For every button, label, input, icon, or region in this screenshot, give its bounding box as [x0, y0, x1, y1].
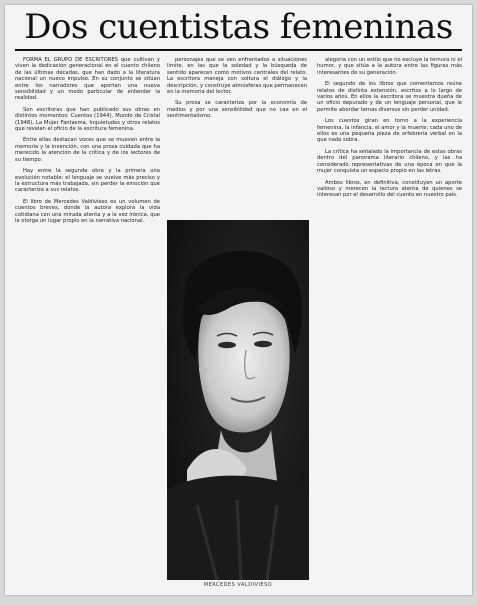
paragraph: Los cuentos giran en torno a la experiencia femenina, la infancia, el amor y la muerte; cada uno de ellos es una pequeña pieza de orfebrería verbal en la que nada sobra. [317, 118, 462, 144]
article-column-right [317, 57, 462, 585]
article-column-left [15, 57, 160, 585]
paragraph: alegoría con un estilo que no excluye la ternura ni el humor, y que sitúa a la autora entre las figuras más interesantes de su generación. [317, 57, 462, 76]
photo-caption: MERCEDES VALDIVIESO [203, 582, 273, 588]
paragraph: El segundo de los libros que comentamos reúne relatos de distinta extensión, escritos a lo largo de varios años. En ellos la escritora se muestra dueña de un oficio depurado y de un lenguaje personal, que le permite abordar temas diversos sin perder unidad. [317, 81, 462, 113]
paragraph: La crítica ha señalado la importancia de estas obras dentro del panorama literario chileno, y las ha considerado representativas de una época en que la mujer conquista un espacio propio en las letras. [317, 148, 462, 175]
paragraph: personajes que se ven enfrentados a situaciones límite, en las que la soledad y la búsqueda de sentido aparecen como motivos centrales del relato. La escritora maneja con soltura el diálogo y la descripción, y construye atmósferas que permanecen en la memoria del lector. [167, 57, 307, 96]
paragraph: Entre ellas destacan voces que se mueven entre la memoria y la invención, con una prosa cuidada que ha merecido la atención de la crítica y de los lectores de su tiempo. [15, 137, 160, 163]
paragraph: Su prosa se caracteriza por la economía de medios y por una sensibilidad que no cae en el sentimentalismo. [167, 100, 307, 120]
paragraph: Son escritoras que han publicado sus obras en distintos momentos: Cuentos (1944), Mundo de Cristal (1948), La Mujer Fantasma, Inquietudes y otros relatos que revelan el oficio de la escritura femenina. [15, 106, 160, 133]
paragraph: Ambos libros, en definitiva, constituyen un aporte valioso y merecen la lectura atenta de quienes se interesan por el desarrollo del cuento en nuestro país. [317, 179, 462, 199]
newspaper-page [5, 5, 472, 595]
article-column-middle [167, 57, 307, 217]
paragraph: FORMA EL GRUPO DE ESCRITORES que cultivan y viven la dedicación generacional en el cuento chileno de las últimas décadas, que han dado a la literatura nacional un nuevo impulso. En su conjunto se sitúan entre los narradores que aportan una nueva sensibilidad y un modo particular de entender la realidad. [15, 57, 160, 102]
headline-rule [15, 49, 462, 51]
paragraph: El libro de Mercedes Valdivieso es un volumen de cuentos breves, donde la autora explora la vida cotidiana con una mirada atenta y a la vez irónica, que le otorga un lugar propio en la narrativa nacional. [15, 198, 160, 224]
paragraph: Hay entre la segunda obra y la primera una evolución notable; el lenguaje se vuelve más preciso y la estructura más trabajada, sin perder la emoción que caracteriza a sus relatos. [15, 168, 160, 194]
portrait-illustration [167, 220, 309, 580]
headline: Dos cuentistas femeninas [24, 7, 453, 47]
author-portrait-photo [167, 220, 309, 580]
